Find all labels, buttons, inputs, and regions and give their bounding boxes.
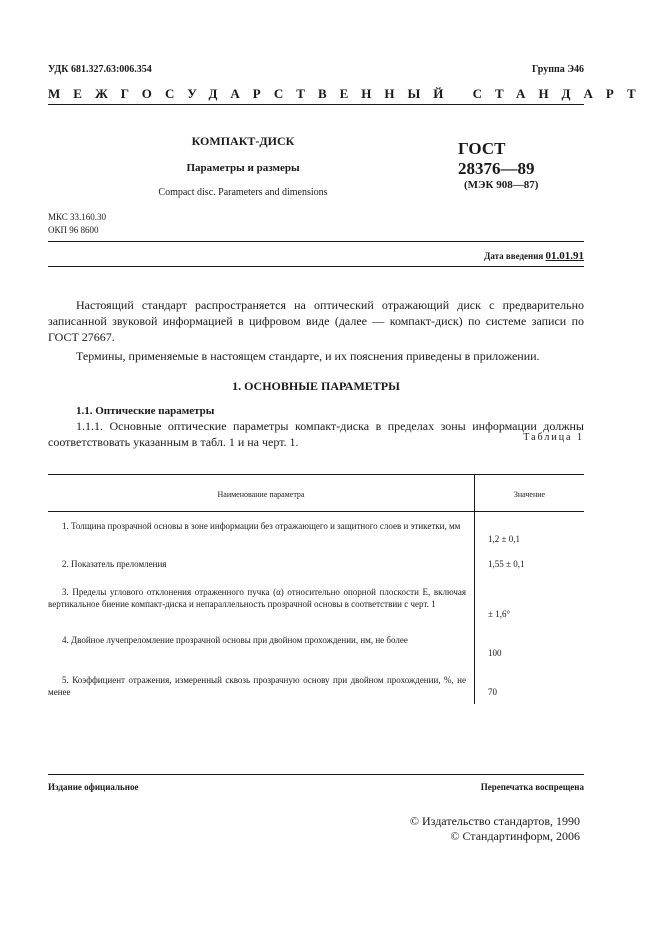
group-code: Группа Э46 xyxy=(532,64,584,75)
title-rule xyxy=(48,241,584,242)
english-title: Compact disc. Parameters and dimensions xyxy=(158,187,328,198)
effective-date-value: 01.01.91 xyxy=(545,250,584,262)
table-header-rule xyxy=(48,511,584,512)
effective-date-label: Дата введения xyxy=(484,251,544,261)
document-subtitle: Параметры и размеры xyxy=(186,162,300,174)
table-row-5-value: 70 xyxy=(488,687,497,697)
table-row-3-name: 3. Пределы углового отклонения отраженного пучка (α) относительно опорной плоскости E, включая вертикальное биение компакт-диска и непараллельность прозрачной основы в соответствии с черт. 1 xyxy=(48,587,466,609)
table-header-value: Значение xyxy=(513,490,546,499)
footer-rule xyxy=(48,774,584,775)
table-top-rule xyxy=(48,474,584,475)
date-rule xyxy=(48,266,584,267)
effective-date xyxy=(484,250,584,262)
section-heading: 1. ОСНОВНЫЕ ПАРАМЕТРЫ xyxy=(232,379,400,393)
table-row-3-value: ± 1,6° xyxy=(488,609,511,619)
official-edition: Издание официальное xyxy=(48,782,139,792)
table-row-4-name: 4. Двойное лучепреломление прозрачной основы при двойном прохождении, нм, не более xyxy=(62,635,408,645)
table-row-4-value: 100 xyxy=(488,648,502,658)
iec-reference: (МЭК 908—87) xyxy=(464,179,539,191)
intro-section xyxy=(48,297,584,364)
clause-text: 1.1.1. Основные оптические параметры компакт-диска в пределах зоны информации должны соответствовать указанным в табл. 1 и на черт. 1. xyxy=(48,419,584,449)
reprint-prohibited: Перепечатка воспрещена xyxy=(480,782,584,792)
table-row-5-name: 5. Коэффициент отражения, измеренный сквозь прозрачную основу при двойном прохождении, %, не менее xyxy=(48,675,466,697)
table-row-1-value: 1,2 ± 0,1 xyxy=(488,534,520,544)
subsection-heading: 1.1. Оптические параметры xyxy=(76,405,215,417)
table-row-2-value: 1,55 ± 0,1 xyxy=(488,559,525,569)
okp-code: ОКП 96 8600 xyxy=(48,225,99,235)
udk-code: УДК 681.327.63:006.354 xyxy=(48,64,152,75)
terms-paragraph: Термины, применяемые в настоящем стандарте, и их пояснения приведены в приложении. xyxy=(76,349,540,363)
table-row-2-name: 2. Показатель преломления xyxy=(62,559,167,569)
intro-paragraph: Настоящий стандарт распространяется на оптический отражающий диск с предварительно записанной звуковой информацией в цифровом виде (далее — компакт-диск) по системе записи по ГОСТ 27667. xyxy=(48,298,584,344)
table-row-1-name: 1. Толщина прозрачной основы в зоне информации без отражающего и защитного слоев и этикетки, мм xyxy=(62,521,461,531)
document-title: КОМПАКТ-ДИСК xyxy=(191,134,295,148)
copyright-publisher: © Издательство стандартов, 1990 xyxy=(409,814,580,828)
table-caption: Таблица 1 xyxy=(523,432,584,443)
gost-number: 28376—89 xyxy=(458,159,535,178)
mks-code: МКС 33.160.30 xyxy=(48,212,107,222)
interstate-standard-banner: МЕЖГОСУДАРСТВЕННЫЙ СТАНДАРТ xyxy=(48,86,649,101)
header-rule xyxy=(48,104,584,105)
table-header-param: Наименование параметра xyxy=(217,490,305,499)
copyright-standartinform: © Стандартинформ, 2006 xyxy=(450,829,580,843)
table-column-divider xyxy=(474,474,475,704)
gost-label: ГОСТ xyxy=(458,139,506,158)
clause-1-1-1 xyxy=(48,418,584,450)
